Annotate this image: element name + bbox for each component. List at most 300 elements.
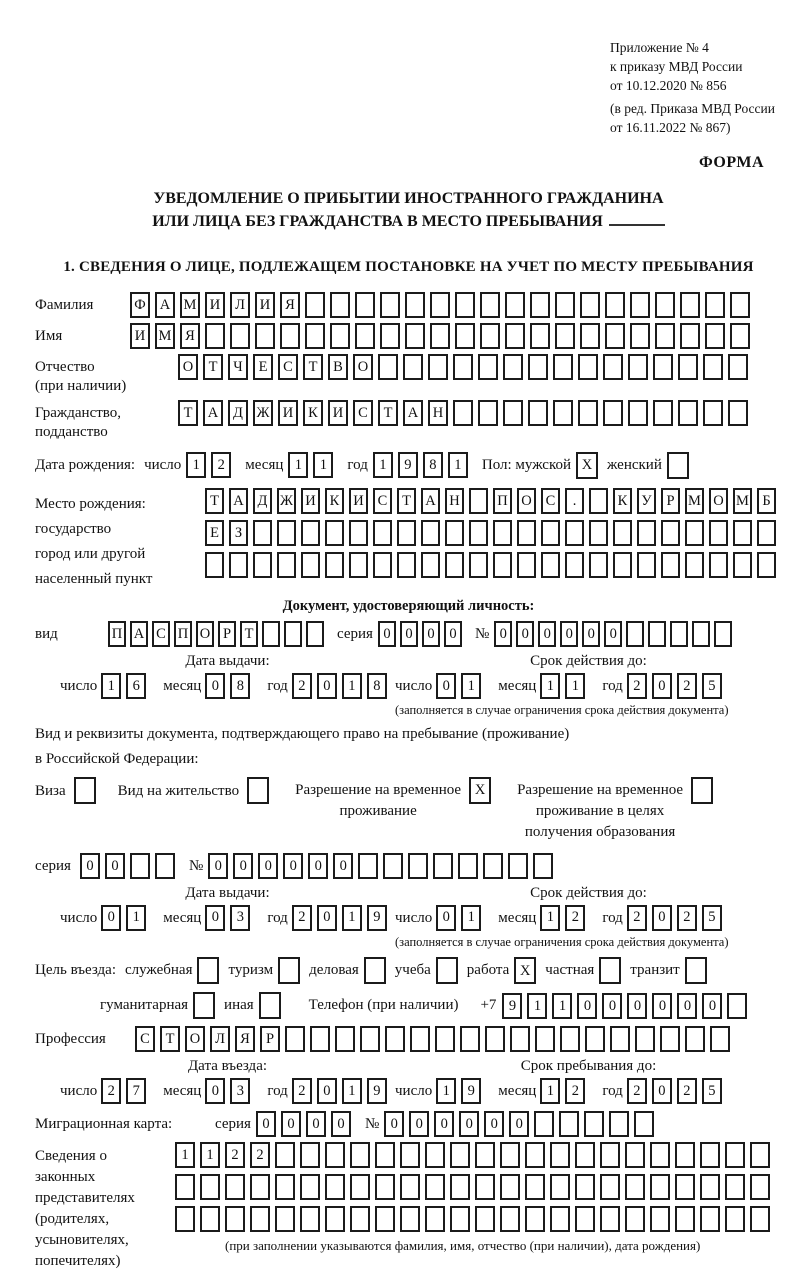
form-cell[interactable] bbox=[175, 1206, 195, 1232]
form-cell[interactable] bbox=[305, 292, 325, 318]
form-cell[interactable] bbox=[155, 853, 175, 879]
form-cell[interactable] bbox=[430, 292, 450, 318]
form-cell[interactable] bbox=[403, 354, 423, 380]
form-cell[interactable] bbox=[705, 292, 725, 318]
form-cell[interactable]: О bbox=[517, 488, 536, 514]
form-cell[interactable] bbox=[630, 323, 650, 349]
form-cell[interactable]: 0 bbox=[434, 1111, 454, 1137]
form-cell[interactable] bbox=[670, 621, 688, 647]
form-cell[interactable]: 1 bbox=[461, 673, 481, 699]
form-cell[interactable]: 0 bbox=[281, 1111, 301, 1137]
form-cell[interactable] bbox=[375, 1206, 395, 1232]
form-cell[interactable]: С bbox=[135, 1026, 155, 1052]
form-cell[interactable]: 6 bbox=[126, 673, 146, 699]
form-cell[interactable]: 5 bbox=[702, 905, 722, 931]
form-cell[interactable]: Т bbox=[240, 621, 258, 647]
form-cell[interactable] bbox=[750, 1142, 770, 1168]
form-cell[interactable] bbox=[589, 488, 608, 514]
form-cell[interactable]: 2 bbox=[101, 1078, 121, 1104]
form-cell[interactable] bbox=[285, 1026, 305, 1052]
form-cell[interactable] bbox=[533, 853, 553, 879]
form-cell[interactable]: 1 bbox=[175, 1142, 195, 1168]
form-cell[interactable]: 1 bbox=[342, 673, 362, 699]
form-cell[interactable]: 9 bbox=[398, 452, 418, 478]
form-cell[interactable]: 0 bbox=[105, 853, 125, 879]
form-cell[interactable]: 0 bbox=[582, 621, 600, 647]
form-cell[interactable]: 7 bbox=[126, 1078, 146, 1104]
form-cell[interactable]: 0 bbox=[308, 853, 328, 879]
form-cell[interactable]: Р bbox=[661, 488, 680, 514]
form-cell[interactable] bbox=[560, 1026, 580, 1052]
form-cell[interactable]: Н bbox=[445, 488, 464, 514]
form-cell[interactable] bbox=[661, 520, 680, 546]
form-cell[interactable] bbox=[700, 1174, 720, 1200]
form-cell[interactable]: О bbox=[709, 488, 728, 514]
form-cell[interactable] bbox=[325, 1142, 345, 1168]
form-cell[interactable] bbox=[485, 1026, 505, 1052]
form-cell[interactable] bbox=[380, 323, 400, 349]
form-cell[interactable] bbox=[421, 552, 440, 578]
form-cell[interactable] bbox=[613, 520, 632, 546]
form-cell[interactable] bbox=[373, 552, 392, 578]
form-cell[interactable] bbox=[455, 292, 475, 318]
form-cell[interactable]: 0 bbox=[516, 621, 534, 647]
form-cell[interactable]: X bbox=[469, 777, 491, 804]
form-cell[interactable] bbox=[193, 992, 215, 1019]
form-cell[interactable]: А bbox=[421, 488, 440, 514]
form-cell[interactable]: 3 bbox=[230, 905, 250, 931]
form-cell[interactable] bbox=[700, 1206, 720, 1232]
form-cell[interactable]: О bbox=[185, 1026, 205, 1052]
form-cell[interactable]: 9 bbox=[461, 1078, 481, 1104]
form-cell[interactable] bbox=[655, 323, 675, 349]
form-cell[interactable] bbox=[355, 292, 375, 318]
form-cell[interactable] bbox=[229, 552, 248, 578]
form-cell[interactable] bbox=[680, 323, 700, 349]
form-cell[interactable]: В bbox=[328, 354, 348, 380]
form-cell[interactable]: У bbox=[637, 488, 656, 514]
form-cell[interactable] bbox=[653, 400, 673, 426]
form-cell[interactable]: 2 bbox=[627, 1078, 647, 1104]
form-cell[interactable]: 2 bbox=[677, 1078, 697, 1104]
form-cell[interactable] bbox=[589, 552, 608, 578]
form-cell[interactable] bbox=[200, 1206, 220, 1232]
form-cell[interactable]: X bbox=[514, 957, 536, 984]
form-cell[interactable] bbox=[528, 354, 548, 380]
form-cell[interactable] bbox=[397, 520, 416, 546]
form-cell[interactable]: М bbox=[685, 488, 704, 514]
form-cell[interactable]: 0 bbox=[333, 853, 353, 879]
form-cell[interactable] bbox=[589, 520, 608, 546]
form-cell[interactable] bbox=[750, 1206, 770, 1232]
form-cell[interactable] bbox=[575, 1174, 595, 1200]
form-cell[interactable] bbox=[255, 323, 275, 349]
form-cell[interactable] bbox=[475, 1174, 495, 1200]
form-cell[interactable] bbox=[475, 1206, 495, 1232]
form-cell[interactable]: 0 bbox=[409, 1111, 429, 1137]
form-cell[interactable] bbox=[525, 1142, 545, 1168]
form-cell[interactable] bbox=[301, 520, 320, 546]
form-cell[interactable]: А bbox=[203, 400, 223, 426]
form-cell[interactable] bbox=[397, 552, 416, 578]
form-cell[interactable] bbox=[685, 520, 704, 546]
form-cell[interactable] bbox=[691, 777, 713, 804]
form-cell[interactable] bbox=[425, 1174, 445, 1200]
form-cell[interactable]: 0 bbox=[677, 993, 697, 1019]
form-cell[interactable] bbox=[355, 323, 375, 349]
form-cell[interactable] bbox=[364, 957, 386, 984]
form-cell[interactable] bbox=[460, 1026, 480, 1052]
form-cell[interactable]: 1 bbox=[126, 905, 146, 931]
form-cell[interactable]: Р bbox=[218, 621, 236, 647]
form-cell[interactable]: 2 bbox=[292, 1078, 312, 1104]
form-cell[interactable] bbox=[685, 552, 704, 578]
form-cell[interactable] bbox=[469, 488, 488, 514]
form-cell[interactable] bbox=[250, 1206, 270, 1232]
form-cell[interactable]: 1 bbox=[200, 1142, 220, 1168]
form-cell[interactable]: 2 bbox=[565, 905, 585, 931]
form-cell[interactable] bbox=[605, 292, 625, 318]
form-cell[interactable] bbox=[130, 853, 150, 879]
form-cell[interactable]: А bbox=[403, 400, 423, 426]
form-cell[interactable]: 2 bbox=[627, 905, 647, 931]
form-cell[interactable] bbox=[541, 552, 560, 578]
form-cell[interactable]: 0 bbox=[422, 621, 440, 647]
form-cell[interactable] bbox=[358, 853, 378, 879]
form-cell[interactable] bbox=[277, 520, 296, 546]
form-cell[interactable] bbox=[503, 354, 523, 380]
form-cell[interactable] bbox=[655, 292, 675, 318]
form-cell[interactable] bbox=[262, 621, 280, 647]
form-cell[interactable]: 9 bbox=[367, 1078, 387, 1104]
form-cell[interactable] bbox=[730, 292, 750, 318]
form-cell[interactable]: З bbox=[229, 520, 248, 546]
form-cell[interactable] bbox=[508, 853, 528, 879]
form-cell[interactable]: 1 bbox=[461, 905, 481, 931]
form-cell[interactable] bbox=[692, 621, 710, 647]
form-cell[interactable] bbox=[525, 1206, 545, 1232]
form-cell[interactable]: Д bbox=[228, 400, 248, 426]
form-cell[interactable] bbox=[680, 292, 700, 318]
form-cell[interactable]: 1 bbox=[436, 1078, 456, 1104]
form-cell[interactable] bbox=[247, 777, 269, 804]
form-cell[interactable]: И bbox=[301, 488, 320, 514]
form-cell[interactable]: С bbox=[541, 488, 560, 514]
form-cell[interactable] bbox=[478, 354, 498, 380]
form-cell[interactable]: 1 bbox=[186, 452, 206, 478]
form-cell[interactable]: Ж bbox=[253, 400, 273, 426]
form-cell[interactable] bbox=[450, 1174, 470, 1200]
form-cell[interactable]: Ж bbox=[277, 488, 296, 514]
form-cell[interactable] bbox=[550, 1142, 570, 1168]
form-cell[interactable] bbox=[253, 520, 272, 546]
form-cell[interactable] bbox=[200, 1174, 220, 1200]
form-cell[interactable]: Ч bbox=[228, 354, 248, 380]
form-cell[interactable] bbox=[469, 520, 488, 546]
form-cell[interactable]: Я bbox=[235, 1026, 255, 1052]
form-cell[interactable] bbox=[610, 1026, 630, 1052]
form-cell[interactable]: 3 bbox=[230, 1078, 250, 1104]
form-cell[interactable] bbox=[555, 292, 575, 318]
form-cell[interactable]: 0 bbox=[283, 853, 303, 879]
form-cell[interactable] bbox=[275, 1174, 295, 1200]
form-cell[interactable] bbox=[493, 552, 512, 578]
form-cell[interactable] bbox=[553, 400, 573, 426]
form-cell[interactable] bbox=[410, 1026, 430, 1052]
form-cell[interactable] bbox=[730, 323, 750, 349]
form-cell[interactable] bbox=[584, 1111, 604, 1137]
form-cell[interactable] bbox=[430, 323, 450, 349]
form-cell[interactable] bbox=[648, 621, 666, 647]
form-cell[interactable] bbox=[250, 1174, 270, 1200]
form-cell[interactable] bbox=[750, 1174, 770, 1200]
form-cell[interactable]: 2 bbox=[225, 1142, 245, 1168]
form-cell[interactable] bbox=[757, 520, 776, 546]
form-cell[interactable] bbox=[757, 552, 776, 578]
form-cell[interactable] bbox=[480, 323, 500, 349]
form-cell[interactable]: 2 bbox=[211, 452, 231, 478]
form-cell[interactable]: 2 bbox=[627, 673, 647, 699]
form-cell[interactable]: 0 bbox=[560, 621, 578, 647]
form-cell[interactable] bbox=[634, 1111, 654, 1137]
form-cell[interactable] bbox=[605, 323, 625, 349]
form-cell[interactable] bbox=[613, 552, 632, 578]
form-cell[interactable]: С bbox=[152, 621, 170, 647]
form-cell[interactable]: 5 bbox=[702, 673, 722, 699]
form-cell[interactable] bbox=[565, 552, 584, 578]
form-cell[interactable]: 0 bbox=[702, 993, 722, 1019]
form-cell[interactable] bbox=[225, 1174, 245, 1200]
form-cell[interactable] bbox=[517, 552, 536, 578]
form-cell[interactable]: О bbox=[178, 354, 198, 380]
form-cell[interactable]: 2 bbox=[677, 673, 697, 699]
form-cell[interactable]: 0 bbox=[444, 621, 462, 647]
form-cell[interactable]: X bbox=[576, 452, 598, 479]
form-cell[interactable]: А bbox=[155, 292, 175, 318]
form-cell[interactable] bbox=[628, 400, 648, 426]
form-cell[interactable] bbox=[349, 520, 368, 546]
form-cell[interactable]: 1 bbox=[552, 993, 572, 1019]
form-cell[interactable] bbox=[660, 1026, 680, 1052]
form-cell[interactable] bbox=[703, 354, 723, 380]
form-cell[interactable] bbox=[453, 354, 473, 380]
form-cell[interactable] bbox=[599, 957, 621, 984]
form-cell[interactable]: . bbox=[565, 488, 584, 514]
form-cell[interactable] bbox=[653, 354, 673, 380]
form-cell[interactable] bbox=[685, 957, 707, 984]
form-cell[interactable]: Т bbox=[160, 1026, 180, 1052]
form-cell[interactable] bbox=[475, 1142, 495, 1168]
form-cell[interactable]: И bbox=[205, 292, 225, 318]
form-cell[interactable]: Б bbox=[757, 488, 776, 514]
form-cell[interactable]: 0 bbox=[652, 905, 672, 931]
form-cell[interactable] bbox=[330, 323, 350, 349]
form-cell[interactable]: 8 bbox=[423, 452, 443, 478]
form-cell[interactable] bbox=[375, 1142, 395, 1168]
form-cell[interactable] bbox=[275, 1142, 295, 1168]
form-cell[interactable]: Е bbox=[205, 520, 224, 546]
form-cell[interactable]: 0 bbox=[384, 1111, 404, 1137]
form-cell[interactable] bbox=[306, 621, 324, 647]
form-cell[interactable] bbox=[74, 777, 96, 804]
form-cell[interactable]: 8 bbox=[367, 673, 387, 699]
form-cell[interactable] bbox=[425, 1206, 445, 1232]
form-cell[interactable] bbox=[500, 1206, 520, 1232]
form-cell[interactable]: 0 bbox=[317, 1078, 337, 1104]
form-cell[interactable] bbox=[305, 323, 325, 349]
form-cell[interactable]: Т bbox=[378, 400, 398, 426]
form-cell[interactable]: Р bbox=[260, 1026, 280, 1052]
form-cell[interactable]: 0 bbox=[306, 1111, 326, 1137]
form-cell[interactable] bbox=[350, 1142, 370, 1168]
form-cell[interactable]: О bbox=[196, 621, 214, 647]
form-cell[interactable]: 0 bbox=[233, 853, 253, 879]
form-cell[interactable] bbox=[469, 552, 488, 578]
form-cell[interactable] bbox=[480, 292, 500, 318]
form-cell[interactable] bbox=[445, 520, 464, 546]
form-cell[interactable]: 0 bbox=[205, 1078, 225, 1104]
form-cell[interactable] bbox=[380, 292, 400, 318]
form-cell[interactable]: 9 bbox=[367, 905, 387, 931]
form-cell[interactable]: Т bbox=[397, 488, 416, 514]
form-cell[interactable]: П bbox=[493, 488, 512, 514]
form-cell[interactable] bbox=[325, 1206, 345, 1232]
form-cell[interactable] bbox=[727, 993, 747, 1019]
form-cell[interactable]: 0 bbox=[80, 853, 100, 879]
form-cell[interactable]: Л bbox=[210, 1026, 230, 1052]
form-cell[interactable] bbox=[349, 552, 368, 578]
form-cell[interactable] bbox=[700, 1142, 720, 1168]
form-cell[interactable]: К bbox=[325, 488, 344, 514]
form-cell[interactable]: Т bbox=[205, 488, 224, 514]
form-cell[interactable]: Я bbox=[280, 292, 300, 318]
form-cell[interactable] bbox=[528, 400, 548, 426]
form-cell[interactable] bbox=[578, 400, 598, 426]
form-cell[interactable] bbox=[503, 400, 523, 426]
form-cell[interactable]: 1 bbox=[540, 673, 560, 699]
form-cell[interactable] bbox=[580, 292, 600, 318]
form-cell[interactable] bbox=[483, 853, 503, 879]
form-cell[interactable]: 0 bbox=[208, 853, 228, 879]
form-cell[interactable]: 1 bbox=[288, 452, 308, 478]
form-cell[interactable] bbox=[626, 621, 644, 647]
form-cell[interactable] bbox=[453, 400, 473, 426]
form-cell[interactable] bbox=[565, 520, 584, 546]
form-cell[interactable] bbox=[400, 1174, 420, 1200]
form-cell[interactable] bbox=[253, 552, 272, 578]
form-cell[interactable] bbox=[175, 1174, 195, 1200]
form-cell[interactable]: 0 bbox=[538, 621, 556, 647]
form-cell[interactable] bbox=[405, 292, 425, 318]
form-cell[interactable]: 0 bbox=[331, 1111, 351, 1137]
form-cell[interactable] bbox=[425, 1142, 445, 1168]
form-cell[interactable]: 2 bbox=[565, 1078, 585, 1104]
form-cell[interactable]: 0 bbox=[652, 673, 672, 699]
form-cell[interactable]: 0 bbox=[205, 905, 225, 931]
form-cell[interactable] bbox=[709, 520, 728, 546]
form-cell[interactable] bbox=[350, 1174, 370, 1200]
form-cell[interactable]: Ф bbox=[130, 292, 150, 318]
form-cell[interactable] bbox=[325, 552, 344, 578]
form-cell[interactable] bbox=[225, 1206, 245, 1232]
form-cell[interactable] bbox=[625, 1142, 645, 1168]
form-cell[interactable] bbox=[325, 520, 344, 546]
form-cell[interactable]: 2 bbox=[250, 1142, 270, 1168]
form-cell[interactable] bbox=[277, 552, 296, 578]
form-cell[interactable] bbox=[197, 957, 219, 984]
form-cell[interactable] bbox=[205, 323, 225, 349]
form-cell[interactable] bbox=[280, 323, 300, 349]
form-cell[interactable] bbox=[725, 1142, 745, 1168]
form-cell[interactable]: Д bbox=[253, 488, 272, 514]
form-cell[interactable] bbox=[400, 1142, 420, 1168]
form-cell[interactable] bbox=[559, 1111, 579, 1137]
form-cell[interactable] bbox=[350, 1206, 370, 1232]
form-cell[interactable] bbox=[550, 1174, 570, 1200]
form-cell[interactable] bbox=[383, 853, 403, 879]
form-cell[interactable] bbox=[733, 552, 752, 578]
form-cell[interactable] bbox=[530, 323, 550, 349]
form-cell[interactable] bbox=[600, 1206, 620, 1232]
form-cell[interactable]: П bbox=[108, 621, 126, 647]
form-cell[interactable] bbox=[505, 292, 525, 318]
form-cell[interactable]: 0 bbox=[436, 905, 456, 931]
form-cell[interactable]: И bbox=[130, 323, 150, 349]
form-cell[interactable]: С bbox=[278, 354, 298, 380]
form-cell[interactable]: 2 bbox=[292, 905, 312, 931]
form-cell[interactable] bbox=[525, 1174, 545, 1200]
form-cell[interactable] bbox=[259, 992, 281, 1019]
form-cell[interactable]: 1 bbox=[373, 452, 393, 478]
form-cell[interactable]: 2 bbox=[292, 673, 312, 699]
form-cell[interactable] bbox=[600, 1142, 620, 1168]
form-cell[interactable]: 1 bbox=[313, 452, 333, 478]
form-cell[interactable]: И bbox=[349, 488, 368, 514]
form-cell[interactable] bbox=[300, 1142, 320, 1168]
form-cell[interactable]: 0 bbox=[258, 853, 278, 879]
form-cell[interactable]: 0 bbox=[459, 1111, 479, 1137]
form-cell[interactable] bbox=[300, 1174, 320, 1200]
form-cell[interactable]: Т bbox=[203, 354, 223, 380]
form-cell[interactable] bbox=[733, 520, 752, 546]
form-cell[interactable] bbox=[630, 292, 650, 318]
form-cell[interactable] bbox=[458, 853, 478, 879]
form-cell[interactable] bbox=[625, 1206, 645, 1232]
form-cell[interactable] bbox=[510, 1026, 530, 1052]
form-cell[interactable] bbox=[580, 323, 600, 349]
form-cell[interactable]: П bbox=[174, 621, 192, 647]
form-cell[interactable] bbox=[650, 1174, 670, 1200]
form-cell[interactable] bbox=[435, 1026, 455, 1052]
form-cell[interactable]: 0 bbox=[484, 1111, 504, 1137]
form-cell[interactable]: 0 bbox=[602, 993, 622, 1019]
form-cell[interactable]: 0 bbox=[494, 621, 512, 647]
form-cell[interactable] bbox=[705, 323, 725, 349]
form-cell[interactable] bbox=[678, 400, 698, 426]
form-cell[interactable] bbox=[436, 957, 458, 984]
form-cell[interactable] bbox=[625, 1174, 645, 1200]
form-cell[interactable]: 1 bbox=[342, 905, 362, 931]
form-cell[interactable] bbox=[550, 1206, 570, 1232]
form-cell[interactable]: 0 bbox=[400, 621, 418, 647]
form-cell[interactable] bbox=[405, 323, 425, 349]
form-cell[interactable] bbox=[408, 853, 428, 879]
form-cell[interactable] bbox=[603, 354, 623, 380]
form-cell[interactable] bbox=[375, 1174, 395, 1200]
form-cell[interactable] bbox=[667, 452, 689, 479]
form-cell[interactable]: Е bbox=[253, 354, 273, 380]
form-cell[interactable]: 2 bbox=[677, 905, 697, 931]
